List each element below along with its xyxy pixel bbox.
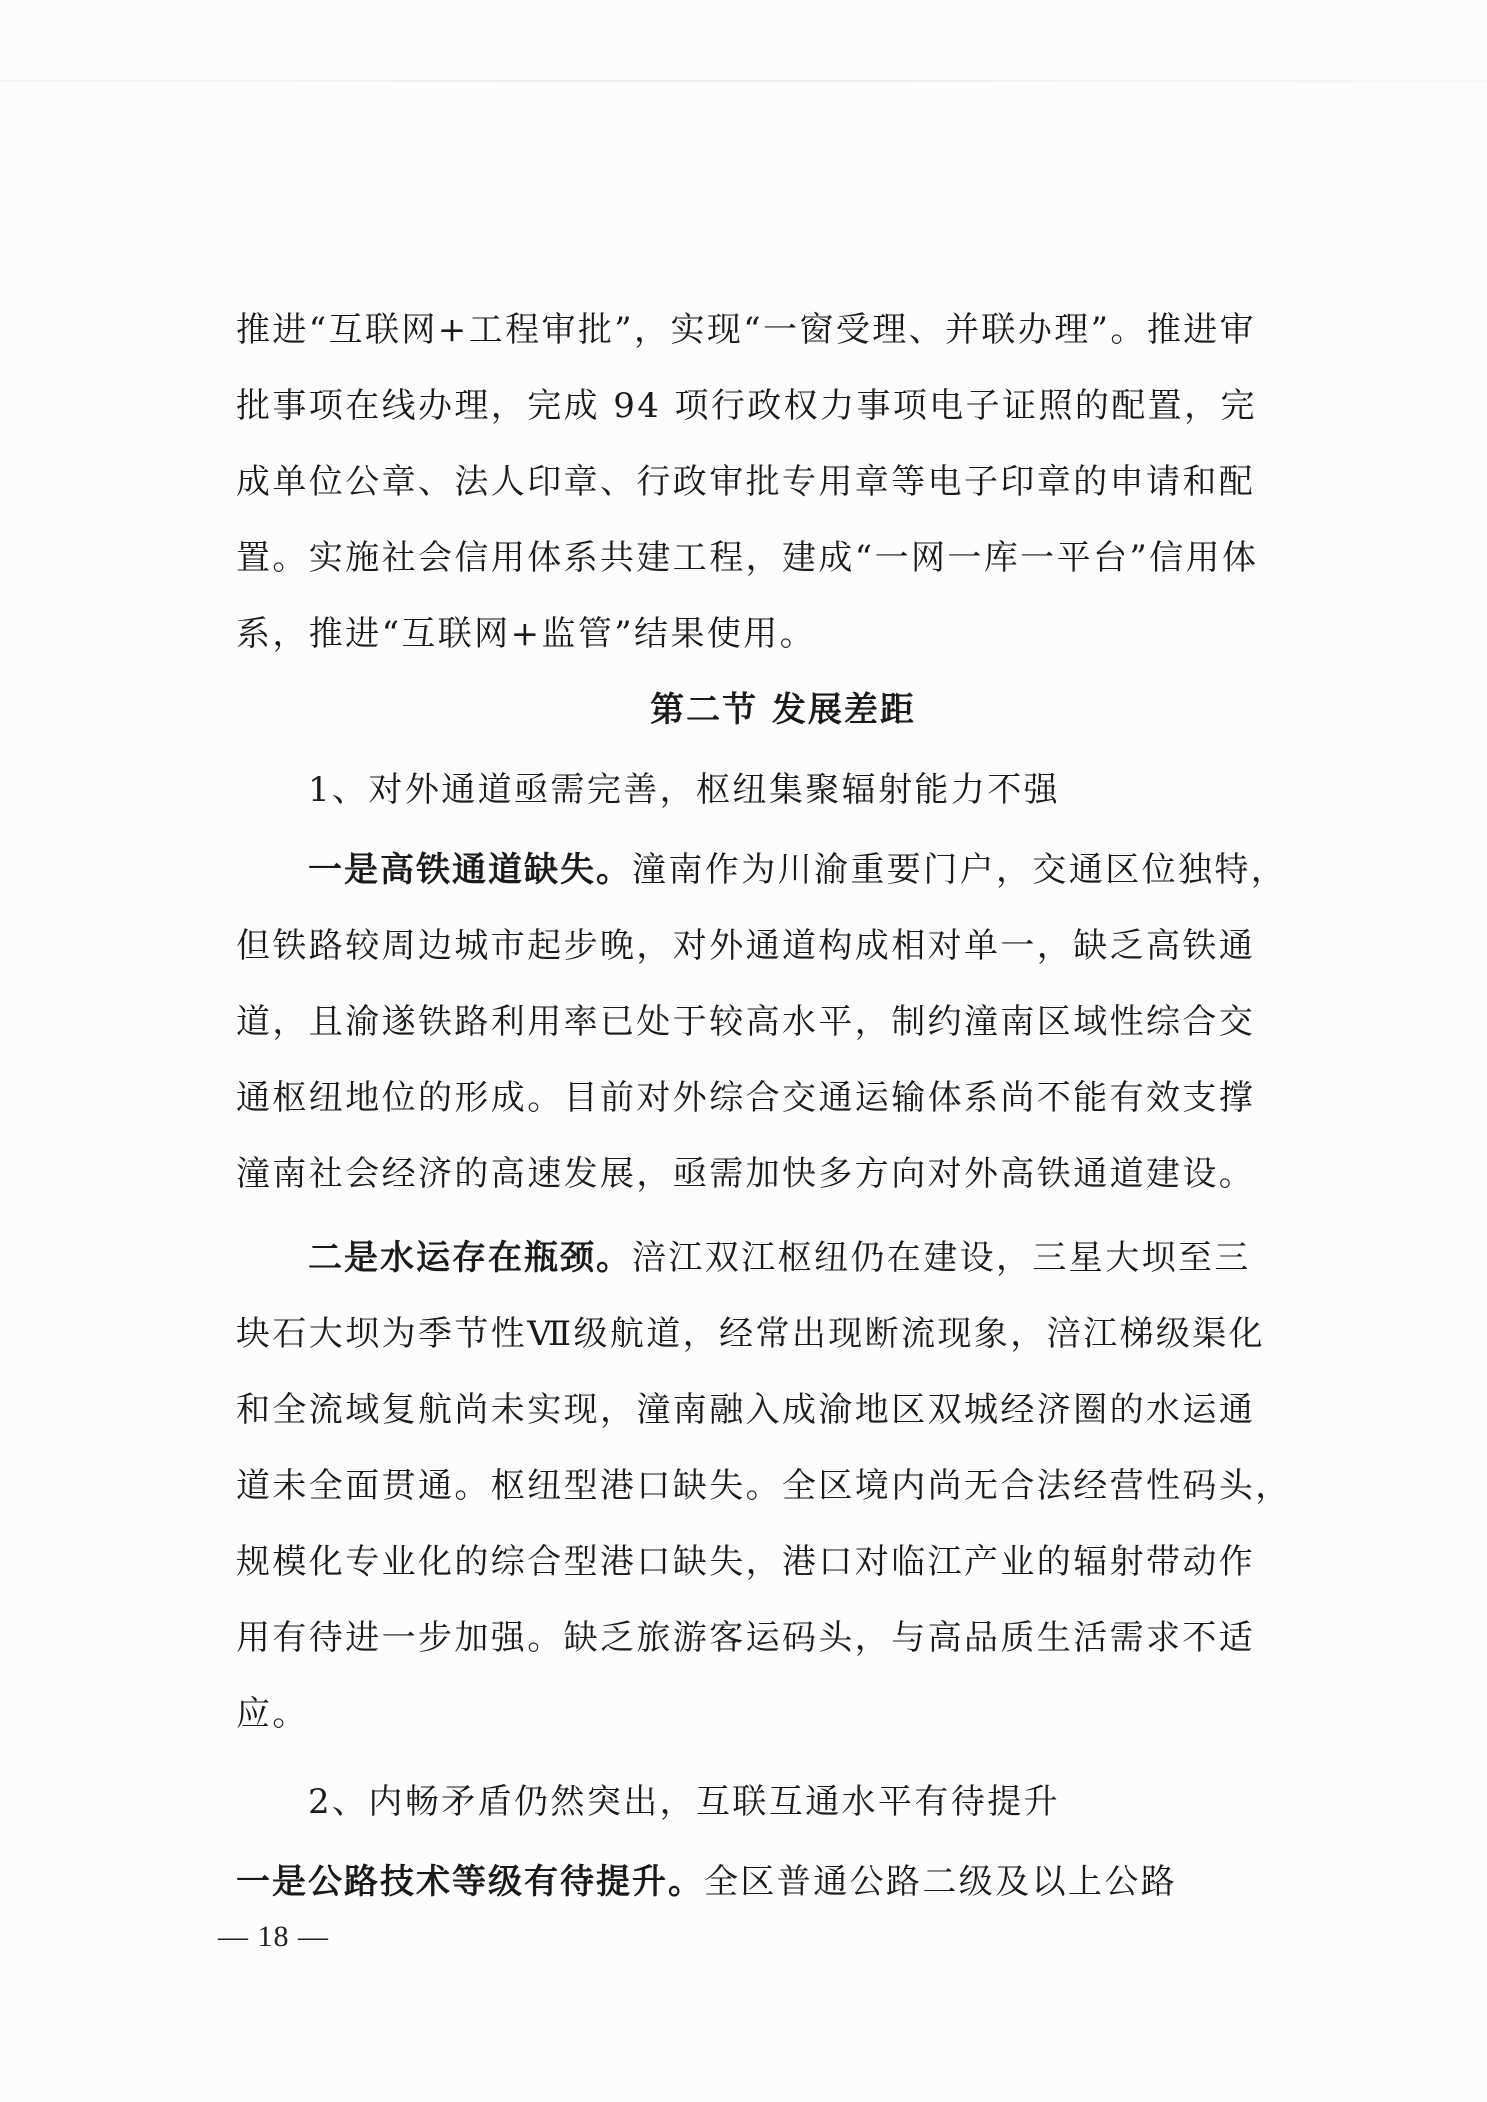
lead-text: 潼南作为川渝重要门户，交通区位独特， bbox=[632, 850, 1288, 890]
text-line bbox=[236, 1220, 1330, 1296]
text-line: 和全流域复航尚未实现，潼南融入成渝地区双城经济圈的水运通 bbox=[236, 1390, 1256, 1430]
text-line bbox=[236, 1844, 1330, 1920]
text-line bbox=[236, 832, 1330, 908]
text-line: 推进“互联网+工程审批”，实现“一窗受理、并联办理”。推进审 bbox=[236, 310, 1257, 350]
text-line: 道未全面贯通。枢纽型港口缺失。全区境内尚无合法经营性码头， bbox=[236, 1466, 1292, 1506]
text-line: 应。 bbox=[236, 1694, 309, 1734]
text-line: 规模化专业化的综合型港口缺失，港口对临江产业的辐射带动作 bbox=[236, 1542, 1256, 1582]
section-title: 第二节 发展差距 bbox=[650, 690, 916, 730]
scan-edge-artifact bbox=[0, 80, 1487, 82]
paragraph-egov bbox=[236, 292, 1330, 672]
paragraph-high-speed-rail bbox=[236, 832, 1330, 1212]
text-line: 成单位公章、法人印章、行政审批专用章等电子印章的申请和配 bbox=[236, 462, 1256, 502]
lead-text: 全区普通公路二级及以上公路 bbox=[704, 1862, 1178, 1902]
paragraph-waterway bbox=[236, 1220, 1330, 1752]
text-line: 但铁路较周边城市起步晚，对外通道构成相对单一，缺乏高铁通 bbox=[236, 926, 1256, 966]
text-line: 潼南社会经济的高速发展，亟需加快多方向对外高铁通道建设。 bbox=[236, 1154, 1256, 1194]
text-line: 置。实施社会信用体系共建工程，建成“一网一库一平台”信用体 bbox=[236, 538, 1259, 578]
bold-lead: 二是水运存在瓶颈。 bbox=[308, 1238, 632, 1278]
text-line: 用有待进一步加强。缺乏旅游客运码头，与高品质生活需求不适 bbox=[236, 1618, 1256, 1658]
text-line: 批事项在线办理，完成 94 项行政权力事项电子证照的配置，完 bbox=[236, 386, 1257, 426]
bold-lead: 一是高铁通道缺失。 bbox=[308, 850, 632, 890]
subheading-internal-connectivity: 2、内畅矛盾仍然突出，互联互通水平有待提升 bbox=[308, 1782, 1061, 1822]
bold-lead: 一是公路技术等级有待提升。 bbox=[236, 1862, 704, 1902]
lead-text: 涪江双江枢纽仍在建设，三星大坝至三 bbox=[632, 1238, 1251, 1278]
text-line: 通枢纽地位的形成。目前对外综合交通运输体系尚不能有效支撑 bbox=[236, 1078, 1256, 1118]
page-number: — 18 — bbox=[218, 1920, 329, 1953]
subheading-external-channels: 1、对外通道亟需完善，枢纽集聚辐射能力不强 bbox=[308, 770, 1061, 810]
body-text bbox=[236, 292, 1330, 1920]
text-line: 道，且渝遂铁路利用率已处于较高水平，制约潼南区域性综合交 bbox=[236, 1002, 1256, 1042]
text-line: 系，推进“互联网+监管”结果使用。 bbox=[236, 614, 817, 654]
paragraph-highway bbox=[236, 1844, 1330, 1920]
text-line: 块石大坝为季节性Ⅶ级航道，经常出现断流现象，涪江梯级渠化 bbox=[236, 1314, 1266, 1354]
